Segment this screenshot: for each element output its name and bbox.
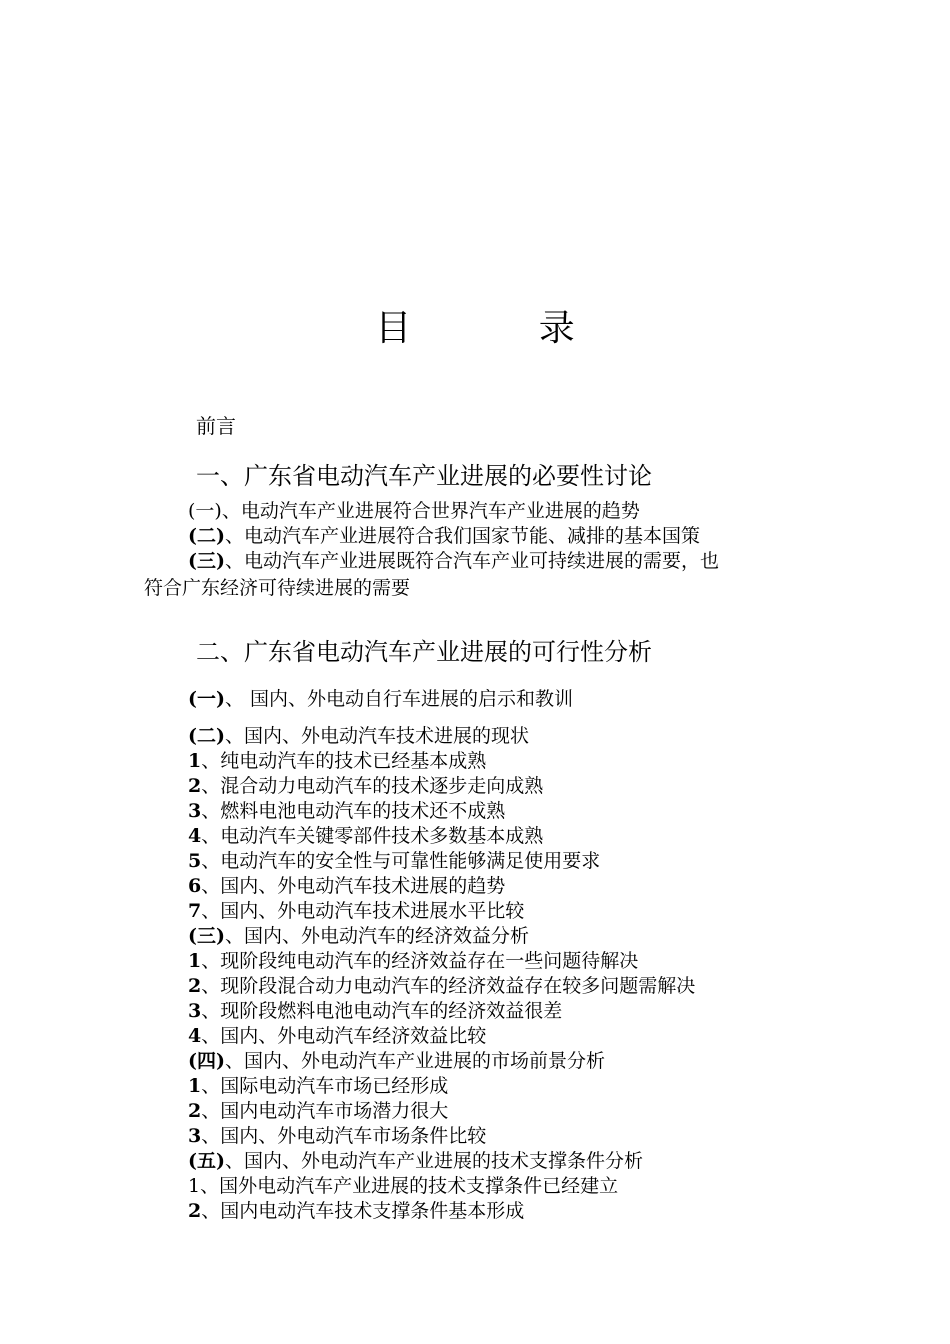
toc-entry-number: (二) xyxy=(188,725,225,747)
toc-entry xyxy=(188,771,543,798)
toc-entry xyxy=(188,1071,448,1098)
toc-entry-text: 、电动汽车的安全性与可靠性能够满足使用要求 xyxy=(201,850,601,872)
toc-entry-text: 、国内、外电动汽车产业进展的市场前景分析 xyxy=(224,1050,605,1072)
toc-section-2-heading: 二、广东省电动汽车产业进展的可行性分析 xyxy=(196,638,652,666)
toc-entry-text: 、燃料电池电动汽车的技术还不成熟 xyxy=(201,800,506,822)
toc-preface: 前言 xyxy=(196,414,236,438)
page-title: 目 录 xyxy=(375,308,633,349)
toc-entry xyxy=(188,1096,448,1123)
toc-entry xyxy=(188,896,524,923)
toc-entry-text: 、混合动力电动汽车的技术逐步走向成熟 xyxy=(201,775,544,797)
toc-entry xyxy=(188,1196,524,1223)
toc-entry-number: 6 xyxy=(188,875,202,897)
toc-entry-number: 7 xyxy=(188,900,202,922)
toc-entry-number: (二) xyxy=(188,525,225,547)
toc-entry-number: (一) xyxy=(188,500,222,522)
toc-entry-continuation xyxy=(144,573,410,600)
toc-entry-text: 符合广东经济可待续进展的需要 xyxy=(144,577,411,599)
toc-entry xyxy=(188,946,638,973)
toc-entry-text: 、国际电动汽车市场已经形成 xyxy=(201,1075,449,1097)
toc-entry-number: 4 xyxy=(188,825,202,847)
toc-entry-text: 、现阶段混合动力电动汽车的经济效益存在较多问题需解决 xyxy=(201,975,696,997)
toc-entry-text: 、国外电动汽车产业进展的技术支撑条件已经建立 xyxy=(200,1175,619,1197)
toc-entry-number: 3 xyxy=(188,1125,202,1147)
toc-entry-number: (一) xyxy=(188,688,225,710)
toc-entry-number: 2 xyxy=(188,1200,202,1222)
toc-entry-number: 3 xyxy=(188,800,202,822)
toc-entry-text: 、 国内、外电动自行车进展的启示和教训 xyxy=(224,688,574,710)
toc-entry-text: 、现阶段燃料电池电动汽车的经济效益很差 xyxy=(201,1000,563,1022)
toc-entry xyxy=(188,871,505,898)
toc-entry-number: 1 xyxy=(188,950,202,972)
toc-entry-text: 、电动汽车产业进展符合世界汽车产业进展的趋势 xyxy=(221,500,640,522)
toc-entry-number: 2 xyxy=(188,975,202,997)
toc-entry-text: 、电动汽车产业进展既符合汽车产业可持续进展的需要，也 xyxy=(224,550,719,572)
toc-entry xyxy=(188,1046,605,1073)
toc-entry-text: 、纯电动汽车的技术已经基本成熟 xyxy=(201,750,487,772)
toc-entry-text: 、国内、外电动汽车的经济效益分析 xyxy=(224,925,529,947)
toc-entry xyxy=(188,546,719,573)
toc-entry-text: 、电动汽车产业进展符合我们国家节能、减排的基本国策 xyxy=(224,525,700,547)
toc-entry-number: 2 xyxy=(188,775,202,797)
toc-entry-number: 1 xyxy=(188,1175,201,1197)
toc-entry-number: (四) xyxy=(188,1050,225,1072)
toc-entry xyxy=(188,846,600,873)
toc-entry-number: (三) xyxy=(188,925,225,947)
toc-entry-text: 、国内、外电动汽车技术进展的现状 xyxy=(224,725,529,747)
toc-entry-text: 、国内、外电动汽车技术进展的趋势 xyxy=(201,875,506,897)
toc-entry-number: 2 xyxy=(188,1100,202,1122)
toc-entry-number: (五) xyxy=(188,1150,225,1172)
toc-entry-text: 、现阶段纯电动汽车的经济效益存在一些问题待解决 xyxy=(201,950,639,972)
toc-entry-text: 、国内、外电动汽车经济效益比较 xyxy=(201,1025,487,1047)
toc-entry-text: 、国内、外电动汽车技术进展水平比较 xyxy=(201,900,525,922)
toc-entry-text: 、国内、外电动汽车市场条件比较 xyxy=(201,1125,487,1147)
toc-entry-number: 1 xyxy=(188,1075,202,1097)
toc-entry xyxy=(188,996,562,1023)
toc-entry-number: 1 xyxy=(188,750,202,772)
toc-entry xyxy=(188,921,529,948)
toc-entry xyxy=(188,1021,486,1048)
toc-entry-text: 、电动汽车关键零部件技术多数基本成熟 xyxy=(201,825,544,847)
toc-entry xyxy=(188,1146,643,1173)
toc-entry-number: (三) xyxy=(188,550,225,572)
toc-entry xyxy=(188,496,640,523)
toc-entry xyxy=(188,821,543,848)
toc-entry xyxy=(188,1171,618,1198)
toc-entry xyxy=(188,796,505,823)
toc-entry-text: 、国内电动汽车技术支撑条件基本形成 xyxy=(201,1200,525,1222)
toc-entry xyxy=(188,684,573,711)
toc-entry-number: 3 xyxy=(188,1000,202,1022)
toc-entry xyxy=(188,746,486,773)
toc-section-1-heading: 一、广东省电动汽车产业进展的必要性讨论 xyxy=(196,462,652,490)
toc-entry-text: 、国内电动汽车市场潜力很大 xyxy=(201,1100,449,1122)
toc-entry-number: 4 xyxy=(188,1025,202,1047)
toc-entry xyxy=(188,1121,486,1148)
toc-entry xyxy=(188,971,695,998)
toc-entry xyxy=(188,521,700,548)
toc-entry-text: 、国内、外电动汽车产业进展的技术支撑条件分析 xyxy=(224,1150,643,1172)
toc-entry-number: 5 xyxy=(188,850,202,872)
toc-entry xyxy=(188,721,529,748)
